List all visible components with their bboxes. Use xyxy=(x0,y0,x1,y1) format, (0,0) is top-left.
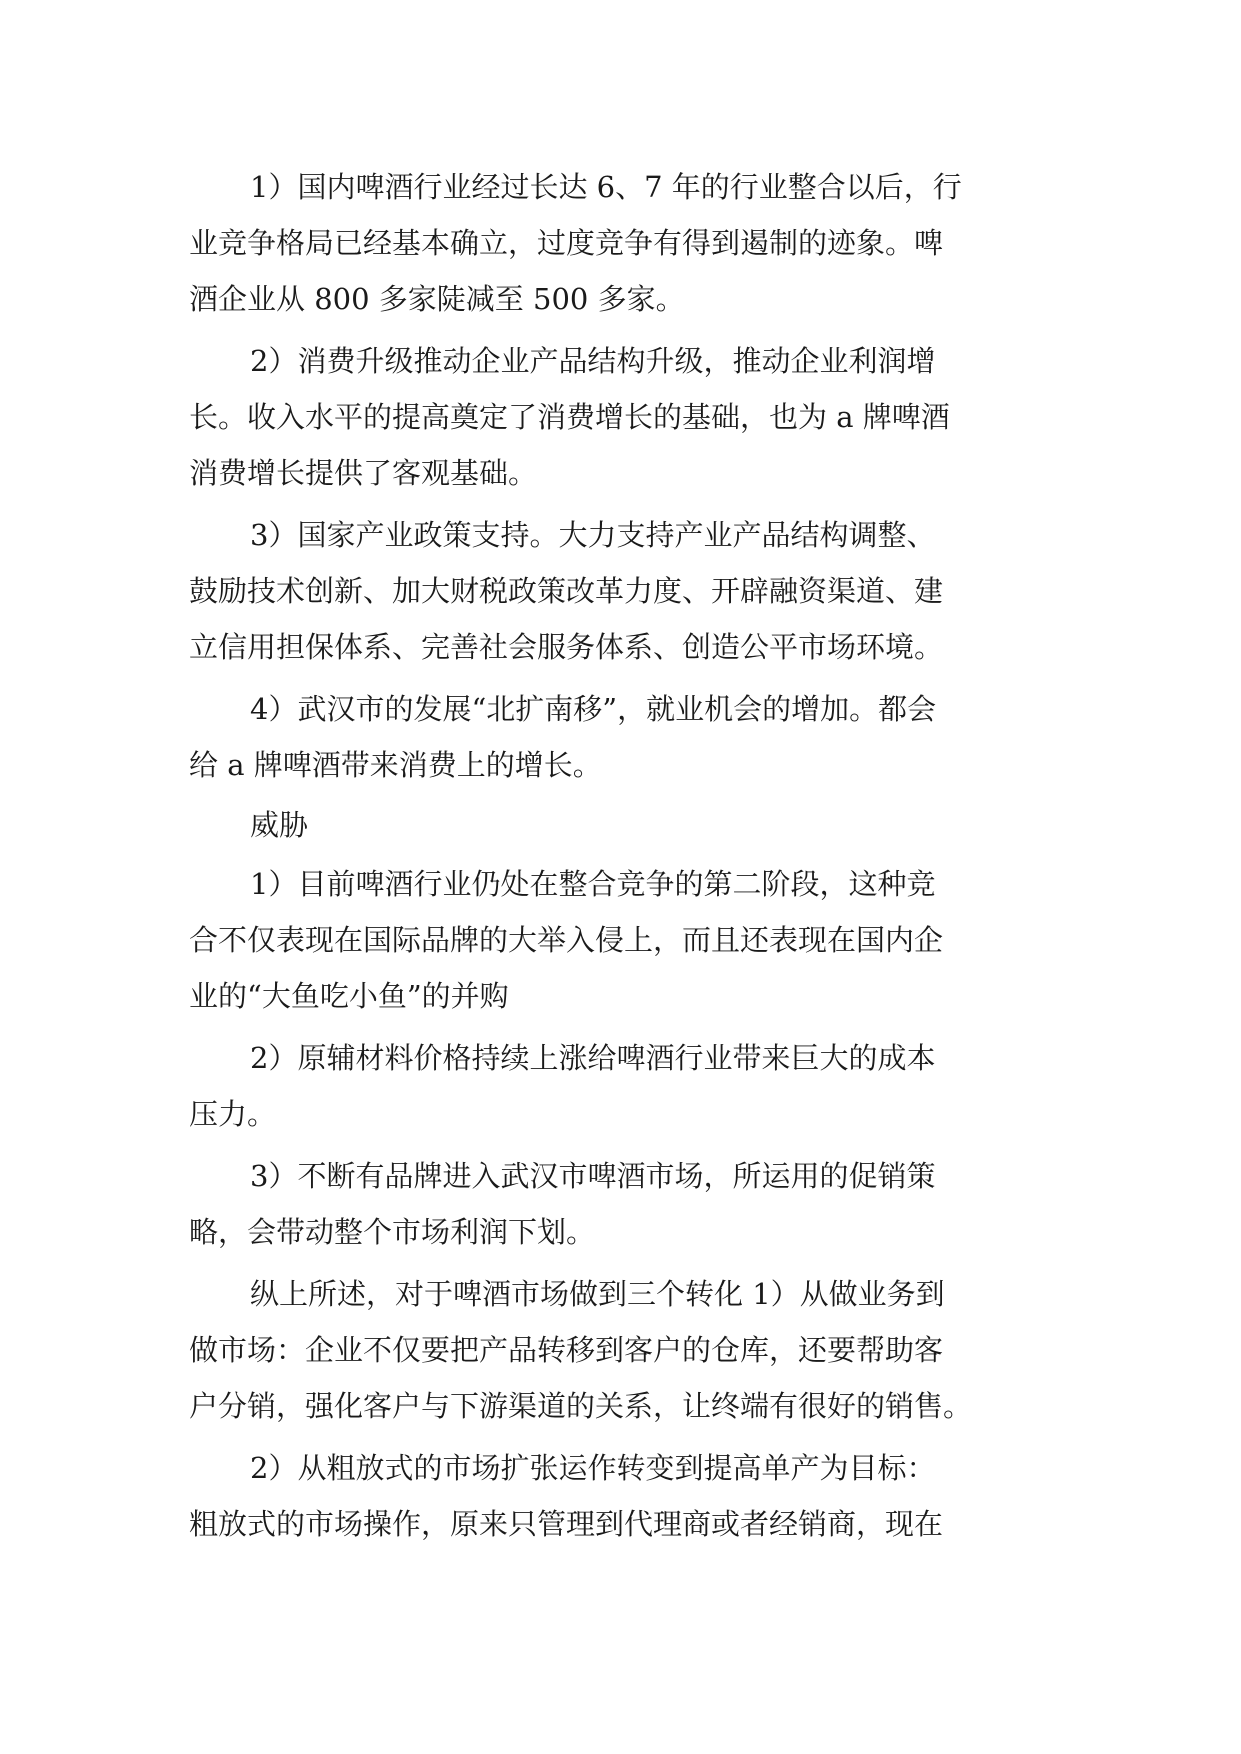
text-line: 2）原辅材料价格持续上涨给啤酒行业带来巨大的成本 xyxy=(250,1041,936,1075)
text-line: 3）国家产业政策支持。大力支持产业产品结构调整、 xyxy=(250,518,936,552)
text-line: 3）不断有品牌进入武汉市啤酒市场，所运用的促销策 xyxy=(250,1159,936,1193)
text-line: 1）目前啤酒行业仍处在整合竞争的第二阶段，这种竞 xyxy=(250,867,936,901)
text-line: 略，会带动整个市场利润下划。 xyxy=(189,1215,596,1249)
text-line: 1）国内啤酒行业经过长达 6、7 年的行业整合以后，行 xyxy=(250,170,962,204)
section-heading: 威胁 xyxy=(250,808,309,842)
text-line: 合不仅表现在国际品牌的大举入侵上，而且还表现在国内企 xyxy=(189,923,944,957)
text-line: 粗放式的市场操作，原来只管理到代理商或者经销商，现在 xyxy=(189,1507,944,1541)
text-line: 长。收入水平的提高奠定了消费增长的基础，也为 a 牌啤酒 xyxy=(189,400,950,434)
text-line: 业竞争格局已经基本确立，过度竞争有得到遏制的迹象。啤 xyxy=(189,226,944,260)
text-line: 消费增长提供了客观基础。 xyxy=(189,456,538,490)
text-line: 给 a 牌啤酒带来消费上的增长。 xyxy=(189,748,602,782)
text-line: 立信用担保体系、完善社会服务体系、创造公平市场环境。 xyxy=(189,630,944,664)
text-line: 4）武汉市的发展“北扩南移”，就业机会的增加。都会 xyxy=(250,692,937,726)
text-line: 2）从粗放式的市场扩张运作转变到提高单产为目标： xyxy=(250,1451,936,1485)
text-line: 做市场：企业不仅要把产品转移到客户的仓库，还要帮助客 xyxy=(189,1333,944,1367)
text-line: 2）消费升级推动企业产品结构升级，推动企业利润增 xyxy=(250,344,936,378)
text-line: 压力。 xyxy=(189,1097,277,1131)
text-line: 鼓励技术创新、加大财税政策改革力度、开辟融资渠道、建 xyxy=(189,574,944,608)
text-line: 户分销，强化客户与下游渠道的关系，让终端有很好的销售。 xyxy=(189,1389,973,1423)
text-line: 业的“大鱼吃小鱼”的并购 xyxy=(189,979,509,1013)
text-line: 纵上所述，对于啤酒市场做到三个转化 1）从做业务到 xyxy=(250,1277,945,1311)
text-line: 酒企业从 800 多家陡减至 500 多家。 xyxy=(189,282,685,316)
